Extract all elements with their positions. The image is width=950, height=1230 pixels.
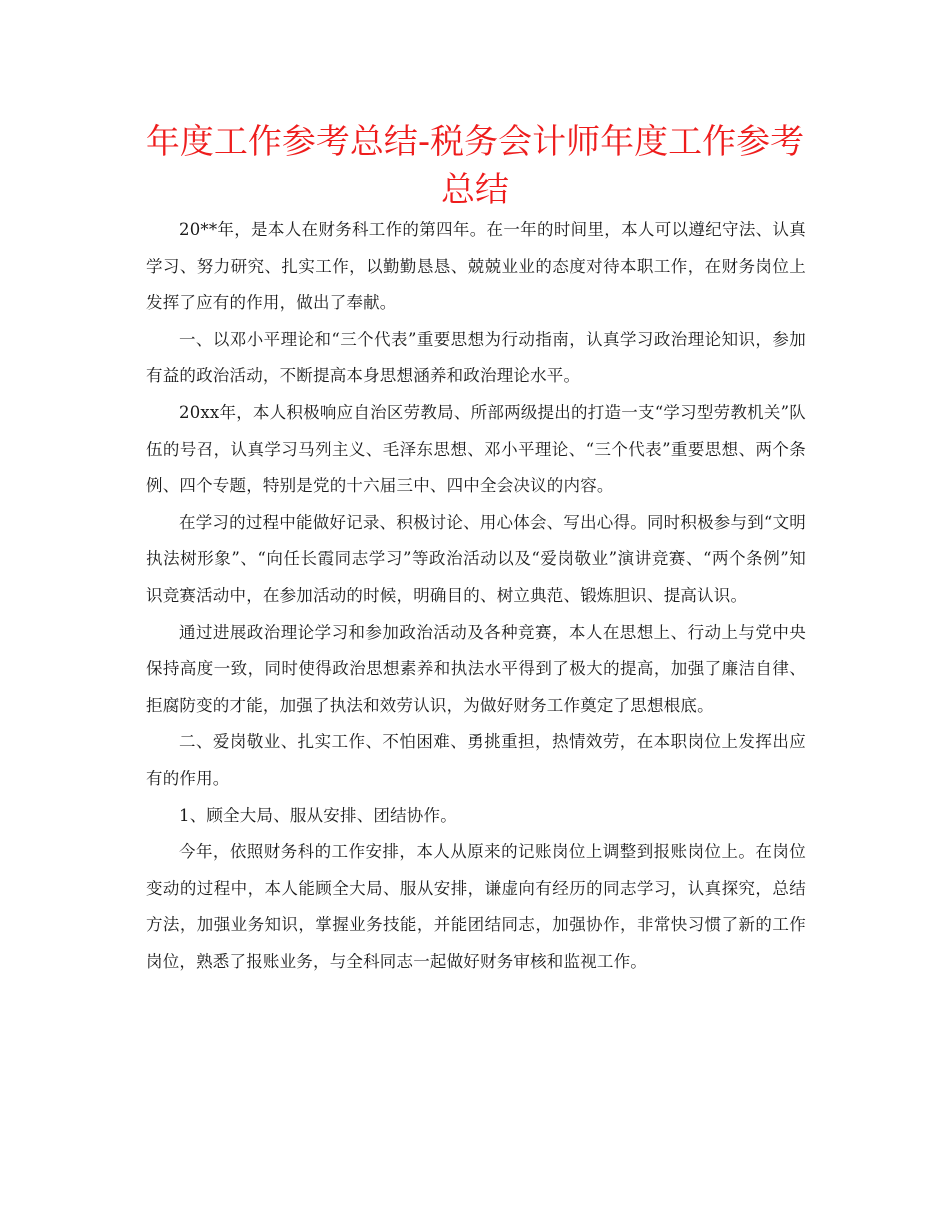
paragraph: 通过进展政治理论学习和参加政治活动及各种竞赛，本人在思想上、行动上与党中央保持高度一致，同时使得政治思想素养和执法水平得到了极大的提高，加强了廉洁自律、拒腐防变的才能，加强了执法和效劳认识，为做好财务工作奠定了思想根底。 bbox=[146, 622, 806, 715]
paragraph: 20**年，是本人在财务科工作的第四年。在一年的时间里，本人可以遵纪守法、认真学习、努力研究、扎实工作，以勤勤恳恳、兢兢业业的态度对待本职工作，在财务岗位上发挥了应有的作用，做出了奉献。 bbox=[146, 220, 806, 313]
paragraph: 20xx年，本人积极响应自治区劳教局、所部两级提出的打造一支“学习型劳教机关”队伍的号召，认真学习马列主义、毛泽东思想、邓小平理论、“三个代表”重要思想、两个条例、四个专题，特别是党的十六届三中、四中全会决议的内容。 bbox=[146, 402, 806, 496]
document-body bbox=[146, 212, 806, 980]
paragraph: 二、爱岗敬业、扎实工作、不怕困难、勇挑重担，热情效劳，在本职岗位上发挥出应有的作用。 bbox=[146, 732, 806, 788]
paragraph: 在学习的过程中能做好记录、积极讨论、用心体会、写出心得。同时积极参与到“文明执法树形象”、“向任长霞同志学习”等政治活动以及“爱岗敬业”演讲竞赛、“两个条例”知识竞赛活动中，在参加活动的时候，明确目的、树立典范、锻炼胆识、提高认识。 bbox=[146, 512, 806, 605]
paragraph: 今年，依照财务科的工作安排，本人从原来的记账岗位上调整到报账岗位上。在岗位变动的过程中，本人能顾全大局、服从安排，谦虚向有经历的同志学习，认真探究，总结方法，加强业务知识，掌握业务技能，并能团结同志，加强协作，非常快习惯了新的工作岗位，熟悉了报账业务，与全科同志一起做好财务审核和监视工作。 bbox=[146, 842, 806, 971]
paragraph: 一、以邓小平理论和“三个代表”重要思想为行动指南，认真学习政治理论知识，参加有益的政治活动，不断提高本身思想涵养和政治理论水平。 bbox=[146, 329, 806, 386]
paragraph: 1、顾全大局、服从安排、团结协作。 bbox=[179, 805, 457, 825]
document-title: 年度工作参考总结-税务会计师年度工作参考总结 bbox=[145, 122, 805, 210]
